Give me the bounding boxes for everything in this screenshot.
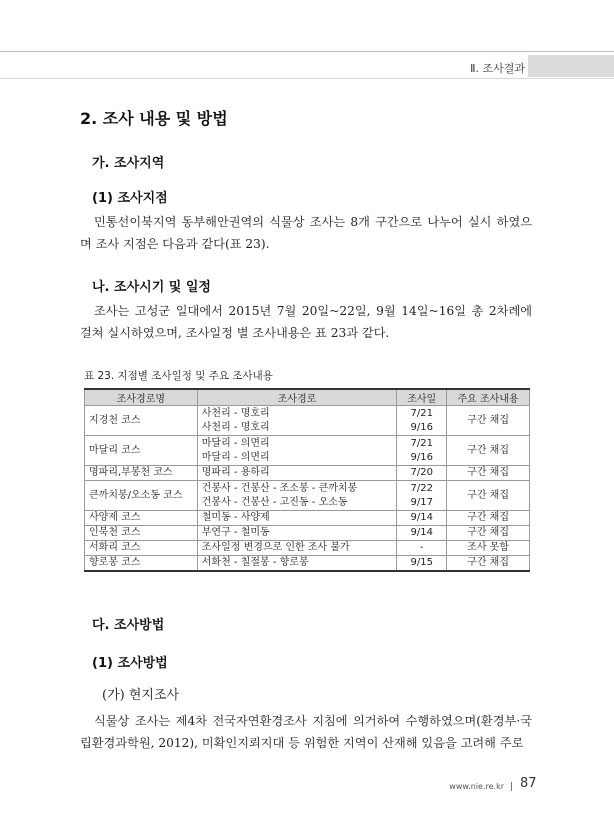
subsection-c1a-title: (가) 현지조사	[102, 688, 180, 703]
route-line: 부연구 - 철미동	[201, 527, 270, 538]
route-line: 건봉사 - 건봉산 - 조소봉 - 큰까치봉	[201, 482, 358, 494]
subsection-b-paragraph: 조사는 고성군 일대에서 2015년 7월 20일~22일, 9월 14일~16일 총 2차례에 걸쳐 실시하였으며, 조사일정 별 조사내용은 표 23과 같다.	[80, 304, 532, 340]
date-cell	[397, 526, 447, 541]
content-cell: 구간 채집	[447, 556, 530, 572]
footer-separator	[511, 782, 512, 791]
page-number: 87	[520, 776, 537, 791]
table-row	[85, 481, 530, 511]
subsection-a1-title: (1) 조사지점	[92, 191, 168, 206]
date-line: 9/15	[410, 557, 433, 568]
route-line: 철미동 - 사양제	[201, 512, 270, 523]
content-cell: 구간 채집	[447, 436, 530, 466]
content-cell: 구간 채집	[447, 526, 530, 541]
date-line: 7/21	[410, 437, 433, 449]
route-name-cell: 사양제 코스	[85, 511, 198, 526]
date-line: 9/16	[410, 421, 433, 433]
table-header-cell: 주요 조사내용	[447, 389, 530, 406]
content-cell: 구간 채집	[447, 406, 530, 436]
date-cell	[397, 481, 447, 511]
content-cell: 구간 채집	[447, 481, 530, 511]
route-line: 서화천 - 칠절봉 - 향로봉	[201, 557, 309, 568]
date-line: 7/22	[410, 482, 433, 494]
route-cell	[197, 541, 397, 556]
table-header-row	[85, 389, 530, 406]
route-cell	[197, 526, 397, 541]
date-cell	[397, 556, 447, 572]
route-name-cell: 서화리 코스	[85, 541, 198, 556]
date-line: -	[419, 542, 424, 553]
route-cell	[197, 556, 397, 572]
route-cell	[197, 436, 397, 466]
chapter-label: Ⅱ. 조사결과	[470, 62, 525, 75]
route-line: 사천리 - 명호리	[201, 421, 270, 433]
route-cell	[197, 481, 397, 511]
route-name-cell: 지경천 코스	[85, 406, 198, 436]
date-line: 9/14	[410, 512, 433, 523]
content-cell: 구간 채집	[447, 511, 530, 526]
route-cell	[197, 406, 397, 436]
subsection-a-paragraph: 민통선이북지역 동부해안권역의 식물상 조사는 8개 구간으로 나누어 실시 하였으며 조사 지점은 다음과 같다(표 23).	[80, 215, 532, 251]
table-row	[85, 526, 530, 541]
chapter-tab	[528, 55, 614, 77]
date-line: 7/20	[410, 467, 433, 478]
route-cell	[197, 511, 397, 526]
table-row	[85, 556, 530, 572]
table-row	[85, 406, 530, 436]
subsection-b-title: 나. 조사시기 및 일정	[92, 280, 211, 295]
route-line: 사천리 - 명호리	[201, 407, 270, 419]
table-header-cell: 조사경로	[197, 389, 397, 406]
date-cell	[397, 511, 447, 526]
table-row	[85, 511, 530, 526]
table-header-cell: 조사경로명	[85, 389, 198, 406]
header-bottom-rule	[0, 78, 614, 79]
date-line: 9/16	[410, 451, 433, 463]
table-row	[85, 466, 530, 481]
route-line: 조사일정 변경으로 인한 조사 불가	[201, 542, 350, 553]
content-cell: 조사 못함	[447, 541, 530, 556]
route-name-cell: 명파리,부봉천 코스	[85, 466, 198, 481]
content-cell: 구간 채집	[447, 466, 530, 481]
route-line: 마달리 - 의면리	[201, 451, 270, 463]
table-caption: 표 23. 지점별 조사일정 및 주요 조사내용	[84, 370, 273, 382]
route-name-cell: 마달리 코스	[85, 436, 198, 466]
subsection-c1-title: (1) 조사방법	[92, 656, 168, 671]
footer-url: www.nie.re.kr	[449, 782, 504, 791]
route-line: 명파리 - 용하리	[201, 467, 270, 478]
header-top-rule	[0, 51, 614, 52]
date-cell	[397, 541, 447, 556]
subsection-a-title: 가. 조사지역	[92, 156, 165, 171]
route-name-cell: 향로봉 코스	[85, 556, 198, 572]
route-line: 마달리 - 의면리	[201, 437, 270, 449]
table-row	[85, 541, 530, 556]
route-name-cell: 큰까치봉/오소동 코스	[85, 481, 198, 511]
section-title: 2. 조사 내용 및 방법	[80, 109, 228, 128]
subsection-c-paragraph: 식물상 조사는 제4차 전국자연환경조사 지침에 의거하여 수행하였으며(환경부·국립환경과학원, 2012), 미확인지뢰지대 등 위험한 지역이 산재해 있음을 고려해 주로	[80, 714, 532, 750]
subsection-c-title: 다. 조사방법	[92, 618, 165, 633]
date-cell	[397, 406, 447, 436]
route-line: 건봉사 - 건봉산 - 고진동 - 오소동	[201, 496, 348, 508]
date-line: 7/21	[410, 407, 433, 419]
date-line: 9/14	[410, 527, 433, 538]
table-header-cell: 조사일	[397, 389, 447, 406]
date-cell	[397, 466, 447, 481]
route-cell	[197, 466, 397, 481]
table-row	[85, 436, 530, 466]
survey-schedule-table	[84, 388, 530, 572]
route-name-cell: 인북천 코스	[85, 526, 198, 541]
date-line: 9/17	[410, 496, 433, 508]
date-cell	[397, 436, 447, 466]
